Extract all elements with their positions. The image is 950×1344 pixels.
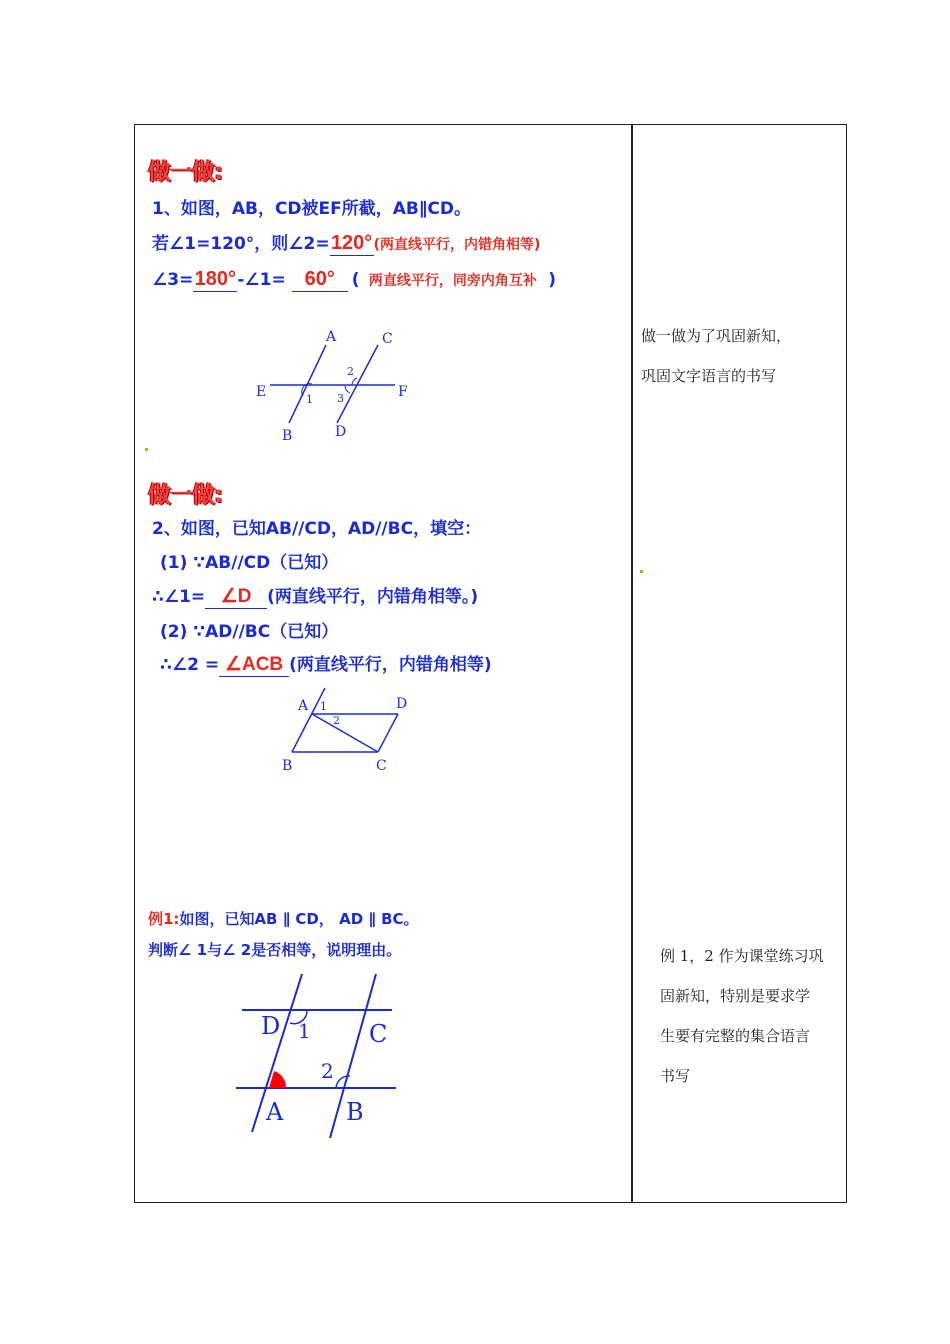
exercise2-line5-prefix: ∴∠2 = [160,655,220,675]
label-b3: B [346,1098,364,1126]
label-angle2c: 2 [321,1059,334,1083]
reason-angle1: (两直线平行，内错角相等。) [267,587,479,607]
example1-line1-text: 如图，已知AB ∥ CD， AD ∥ BC。 [179,910,419,928]
side-dc [378,714,398,752]
exercise2-line3 [152,582,478,609]
answer-blank-angle3-a [193,268,237,292]
label-c2: C [376,758,387,774]
side-note-2-line3: 生要有完整的集合语言 [660,1027,811,1045]
label-d2: D [396,696,408,712]
reason-angle3: 两直线平行，同旁内角互补 [368,273,537,289]
exercise1-line3 [152,268,556,292]
exercise1-line3-prefix: ∠3= [152,270,194,290]
exercise2-heading: 做一做: [148,482,223,508]
reason-angle2: (两直线平行，内错角相等) [373,237,541,253]
column-divider [631,124,633,1203]
exercise2-line4: (2) ∵AD//BC（已知） [160,622,339,642]
example1-line1 [148,908,419,929]
exercise1-line3-mid: -∠1= [237,270,286,290]
exercise1-line2-prefix: 若∠1=120°，则∠2= [152,234,330,254]
label-d3: D [261,1012,281,1040]
example1-label: 例1: [148,910,180,928]
exercise2-line5 [160,650,492,677]
side-note-2-line4: 书写 [660,1067,691,1085]
exercise2-line2: (1) ∵AB//CD（已知） [160,553,339,573]
exercise2-line1: 2、如图，已知AB//CD，AD//BC，填空： [152,519,482,539]
reason-angle2b: (两直线平行，内错角相等) [289,655,492,675]
exercise1-line1: 1、如图，AB，CD被EF所截，AB∥CD。 [152,199,471,219]
label-b2: B [282,758,293,774]
side-note-1-line2: 巩固文字语言的书写 [641,367,777,385]
side-note-2-line1: 例 1，2 作为课堂练习巩 [660,947,824,965]
label-angle2b: 2 [333,714,340,727]
paren-open: ( [351,270,360,290]
angle3-arc [345,386,350,393]
label-a2: A [298,698,309,714]
side-note-1-line1: 做一做为了巩固新知， [641,327,792,345]
angle-a-fill [269,1071,286,1088]
label-angle1c: 1 [298,1019,311,1043]
label-e: E [256,384,267,400]
side-note-2-line2: 固新知，特别是要求学 [660,987,811,1005]
angle2-arc [352,378,357,385]
answer-angle-d: ∠D [220,586,252,607]
answer-blank-angle2 [330,232,374,256]
answer-180: 180° [194,268,237,290]
answer-60: 60° [304,268,335,290]
marker-dot [640,570,643,573]
label-d: D [335,424,347,440]
side-ab [292,688,325,752]
answer-blank-angle2b [219,653,289,677]
answer-blank-angle3-b [292,268,348,292]
label-f: F [398,384,408,400]
label-b: B [282,428,293,444]
paren-close: ) [548,270,557,290]
exercise1-heading: 做一做: [148,159,223,185]
exercise2-line3-prefix: ∴∠1= [152,587,206,607]
answer-blank-angle1 [205,585,267,609]
example1-line2: 判断∠ 1与∠ 2是否相等，说明理由。 [148,941,402,959]
exercise1-line2 [152,229,540,256]
figure-example1 [230,970,410,1140]
diagonal-ac [312,714,378,752]
label-angle3: 3 [337,392,344,405]
label-angle2: 2 [347,365,354,378]
marker-dot [145,448,148,451]
side-note-2 [660,936,824,1096]
label-c3: C [369,1020,388,1048]
answer-angle2: 120° [330,232,373,254]
figure-transversal [240,320,440,450]
side-note-1 [641,316,791,396]
answer-angle-acb: ∠ACB [224,654,284,675]
label-angle1: 1 [306,393,313,406]
label-a: A [326,329,337,345]
figure-parallelogram [278,686,428,778]
label-angle1b: 1 [320,700,327,713]
line-cd [337,345,378,423]
label-c: C [382,331,393,347]
label-a3: A [266,1098,284,1126]
